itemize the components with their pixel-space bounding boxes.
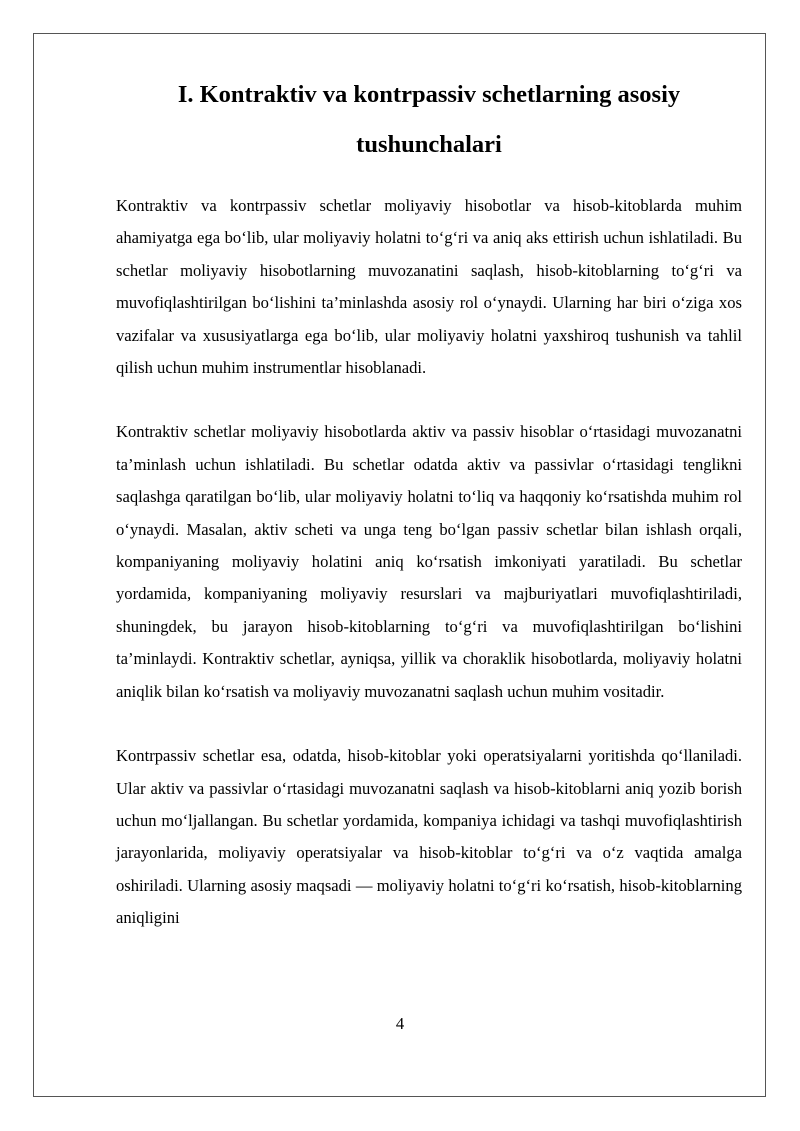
paragraph: Kontrpassiv schetlar esa, odatda, hisob-kitoblar yoki operatsiyalarni yoritishda qo‘llaniladi. Ular aktiv va passivlar o‘rtasidagi muvozanatni saqlash va hisob-kitoblarni aniq yozib borish uchun mo‘ljallangan. Bu schetlar yordamida, kompaniya ichidagi va tashqi muvofiqlashtirish jarayonlarida, moliyaviy operatsiyalar va hisob-kitoblar to‘g‘ri va o‘z vaqtida amalga oshiriladi. Ularning asosiy maqsadi — moliyaviy holatni to‘g‘ri ko‘rsatish, hisob-kitoblarning aniqligini [116, 746, 742, 928]
paragraph: Kontraktiv va kontrpassiv schetlar moliyaviy hisobotlar va hisob-kitoblarda muhim ahamiyatga ega bo‘lib, ular moliyaviy holatni to‘g‘ri va aniq aks ettirish uchun ishlatiladi. Bu schetlar moliyaviy hisobotlarning muvozanatini saqlash, hisob-kitoblarning to‘g‘ri va muvofiqlashtirilgan bo‘lishini ta’minlashda asosiy rol o‘ynaydi. Ularning har biri o‘ziga xos vazifalar va xususiyatlarga ega bo‘lib, ular moliyaviy holatni yaxshiroq tushunish va tahlil qilish uchun muhim instrumentlar hisoblanadi. [116, 196, 742, 378]
page-number: 4 [395, 1014, 405, 1033]
document-body [116, 190, 742, 967]
paragraph: Kontraktiv schetlar moliyaviy hisobotlarda aktiv va passiv hisoblar o‘rtasidagi muvozanatni ta’minlash uchun ishlatiladi. Bu schetlar odatda aktiv va passivlar o‘rtasidagi tenglikni saqlashga qaratilgan bo‘lib, ular moliyaviy holatni to‘liq va haqqoniy ko‘rsatishda muhim rol o‘ynaydi. Masalan, aktiv scheti va unga teng bo‘lgan passiv schetlar bilan ishlash orqali, kompaniyaning moliyaviy holatini aniq ko‘rsatish imkoniyati yaratiladi. Bu schetlar yordamida, kompaniyaning moliyaviy resurslari va majburiyatlari muvofiqlashtiriladi, shuningdek, bu jarayon hisob-kitoblarning to‘g‘ri va muvofiqlashtirilgan bo‘lishini ta’minlaydi. Kontraktiv schetlar, ayniqsa, yillik va choraklik hisobotlarda, moliyaviy holatni aniqlik bilan ko‘rsatish va moliyaviy muvozanatni saqlash uchun muhim vositadir. [116, 422, 742, 701]
section-heading: I. Kontraktiv va kontrpassiv schetlarning asosiy tushunchalari [177, 81, 681, 158]
